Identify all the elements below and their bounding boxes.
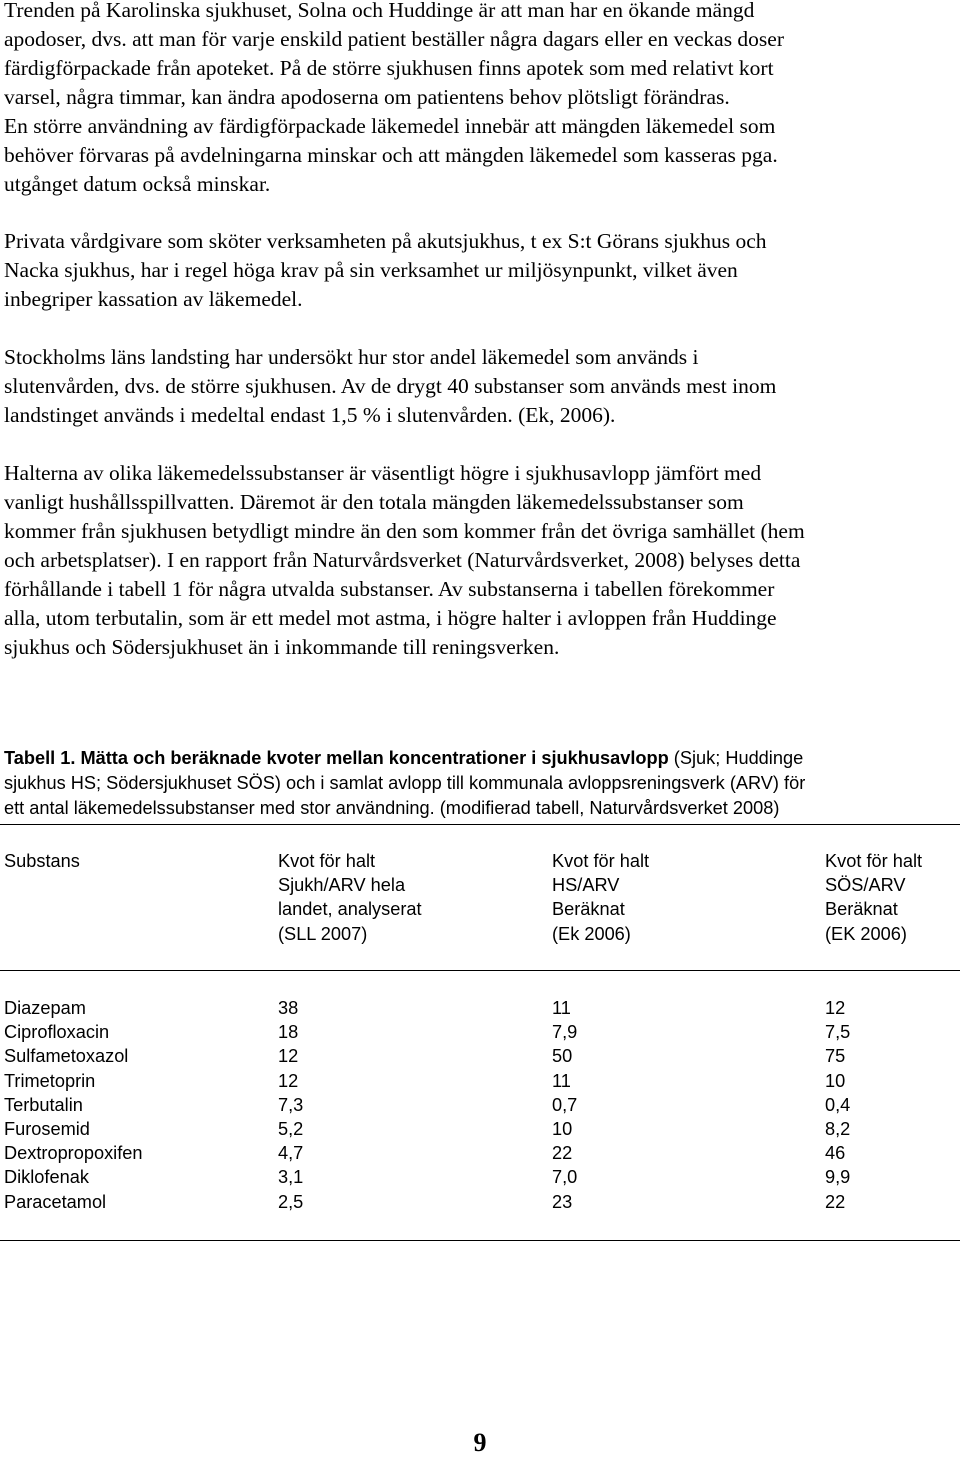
table-caption-title: Tabell 1. Mätta och beräknade kvoter mellan koncentrationer i sjukhusavlopp bbox=[4, 748, 669, 768]
page-number: 9 bbox=[473, 1428, 487, 1457]
paragraph-halterna: Halterna av olika läkemedelssubstanser är väsentligt högre i sjukhusavlopp jämfört med vanligt hushållsspillvatten. Däremot är den totala mängden läkemedelssubstanser som kommer från sjukhusen betydligt mindre än den som kommer från det övriga samhället (hem och arbetsplatser). I en rapport från Naturvårdsverket (Naturvårdsverket, 2008) belyses detta förhållande i tabell 1 för några utvalda substanser. Av substanserna i tabellen förekommer alla, utom terbutalin, som är ett medel mot astma, i högre halter i avloppen från Huddinge sjukhus och Södersjukhuset än i inkommande till reningsverken. bbox=[4, 461, 805, 659]
table-caption-text: (Sjuk; Huddinge sjukhus HS; Södersjukhuset SÖS) och i samlat avlopp till kommunala avloppsreningsverk (ARV) för ett antal läkemedelssubstanser med stor användning. (modifierad tabell, Naturvårdsverket 2008) bbox=[4, 748, 806, 818]
table-column-sjukh-arv: 38 18 12 12 7,3 5,2 4,7 3,1 2,5 bbox=[278, 998, 304, 1212]
table-header-hs-arv: Kvot för halt HS/ARV Beräknat (Ek 2006) bbox=[552, 851, 650, 944]
table-header-substans: Substans bbox=[4, 851, 80, 871]
table-column-hs-arv: 11 7,9 50 11 0,7 10 22 7,0 23 bbox=[552, 998, 578, 1212]
table-header-sjukh-arv: Kvot för halt Sjukh/ARV hela landet, analyserat (SLL 2007) bbox=[278, 851, 422, 944]
table-column-sos-arv: 12 7,5 75 10 0,4 8,2 46 9,9 22 bbox=[825, 998, 851, 1212]
table-column-substans: Diazepam Ciprofloxacin Sulfametoxazol Trimetoprin Terbutalin Furosemid Dextropropoxifen Diklofenak Paracetamol bbox=[4, 998, 143, 1212]
table-top-rule bbox=[0, 824, 960, 825]
table-header-sos-arv: Kvot för halt SÖS/ARV Beräknat (EK 2006) bbox=[825, 851, 923, 944]
table-header-rule bbox=[0, 970, 960, 971]
paragraph-apodoser: Trenden på Karolinska sjukhuset, Solna och Huddinge är att man har en ökande mängd apodoser, dvs. att man för varje enskild patient beställer några dagars eller en veckas doser färdigförpackade från apoteket. På de större sjukhusen finns apotek som med relativt kort varsel, några timmar, kan ändra apodoserna om patientens behov plötsligt förändras. En större användning av färdigförpackade läkemedel innebär att mängden läkemedel som behöver förvaras på avdelningarna minskar och att mängden läkemedel som kasseras pga. utgånget datum också minskar. bbox=[4, 0, 785, 196]
paragraph-stockholms-lans-landsting: Stockholms läns landsting har undersökt hur stor andel läkemedel som används i slutenvården, dvs. de större sjukhusen. Av de drygt 40 substanser som används mest inom landstinget används i medeltal endast 1,5 % i slutenvården. (Ek, 2006). bbox=[4, 345, 777, 427]
table-caption bbox=[4, 746, 949, 821]
paragraph-privata-vardgivare: Privata vårdgivare som sköter verksamheten på akutsjukhus, t ex S:t Görans sjukhus och Nacka sjukhus, har i regel höga krav på sin verksamhet ur miljösynpunkt, vilket även inbegriper kassation av läkemedel. bbox=[4, 229, 767, 311]
table-bottom-rule bbox=[0, 1240, 960, 1241]
